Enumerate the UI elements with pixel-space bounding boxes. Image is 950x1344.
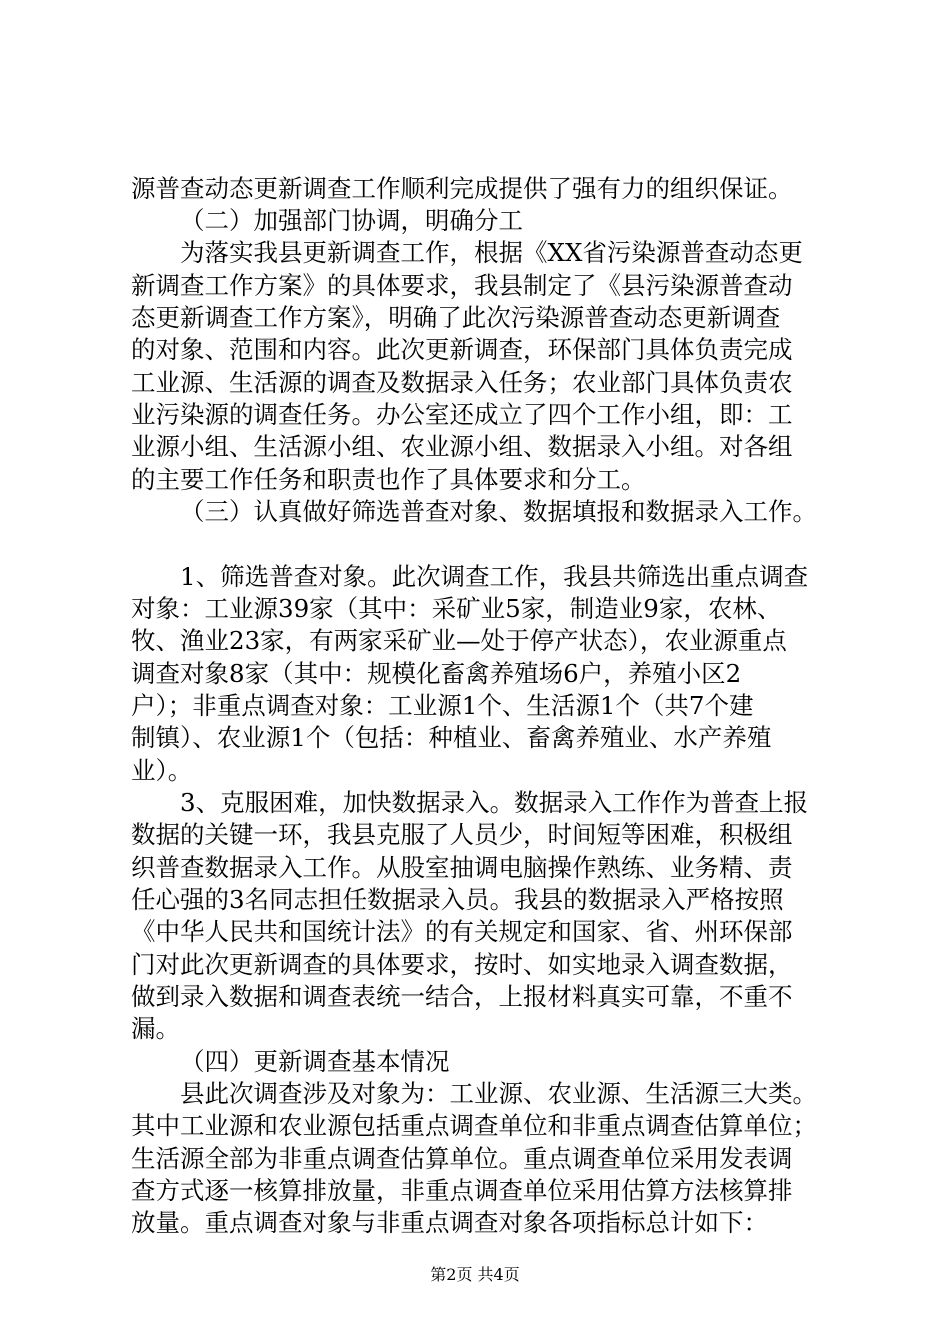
page-number: 第2页 共4页: [430, 1265, 520, 1284]
section-heading: （三）认真做好筛选普查对象、数据填报和数据录入工作。: [180, 497, 817, 526]
text-line: 门对此次更新调查的具体要求，按时、如实地录入调查数据，: [131, 950, 793, 979]
text-line: 业源小组、生活源小组、农业源小组、数据录入小组。对各组: [131, 432, 793, 461]
text-line: 县此次调查涉及对象为：工业源、农业源、生活源三大类。: [180, 1079, 817, 1108]
text-line: 户）；非重点调查对象：工业源1个、生活源1个（共7个建: [131, 691, 754, 720]
text-line: 的主要工作任务和职责也作了具体要求和分工。: [131, 465, 646, 494]
page-footer: [0, 1265, 950, 1285]
text-line: 其中工业源和农业源包括重点调查单位和非重点调查估算单位；: [131, 1111, 817, 1140]
text-line: 制镇）、农业源1个（包括：种植业、畜禽养殖业、水产养殖: [131, 723, 772, 752]
text-line: 新调查工作方案》的具体要求，我县制定了《县污染源普查动: [131, 271, 793, 300]
text-line: 为落实我县更新调查工作，根据《XX省污染源普查动态更: [180, 238, 803, 267]
text-line: 漏。: [131, 1014, 180, 1043]
section-heading: （四）更新调查基本情况: [180, 1047, 450, 1076]
text-line: 织普查数据录入工作。从股室抽调电脑操作熟练、业务精、责: [131, 853, 793, 882]
text-line: 牧、渔业23家，有两家采矿业—处于停产状态），农业源重点: [131, 626, 787, 655]
text-line: 工业源、生活源的调查及数据录入任务；农业部门具体负责农: [131, 368, 793, 397]
text-line: 业污染源的调查任务。办公室还成立了四个工作小组，即：工: [131, 400, 793, 429]
text-line: 的对象、范围和内容。此次更新调查，环保部门具体负责完成: [131, 335, 793, 364]
text-line: 数据的关键一环，我县克服了人员少，时间短等困难，积极组: [131, 820, 793, 849]
text-line: 1、筛选普查对象。此次调查工作，我县共筛选出重点调查: [180, 562, 809, 591]
text-line: 3、克服困难，加快数据录入。数据录入工作作为普查上报: [180, 788, 809, 817]
text-line: 生活源全部为非重点调查估算单位。重点调查单位采用发表调: [131, 1144, 793, 1173]
text-line: 做到录入数据和调查表统一结合，上报材料真实可靠，不重不: [131, 982, 793, 1011]
text-line: 《中华人民共和国统计法》的有关规定和国家、省、州环保部: [131, 917, 793, 946]
text-line: 态更新调查工作方案》，明确了此次污染源普查动态更新调查: [131, 303, 781, 332]
text-line: 对象：工业源39家（其中：采矿业5家，制造业9家，农林、: [131, 594, 782, 623]
text-line: 业）。: [131, 756, 193, 785]
text-line: 放量。重点调查对象与非重点调查对象各项指标总计如下：: [131, 1208, 768, 1237]
text-line: 调查对象8家（其中：规模化畜禽养殖场6户，养殖小区2: [131, 659, 742, 688]
section-heading: （二）加强部门协调，明确分工: [180, 206, 523, 235]
text-line: 源普查动态更新调查工作顺利完成提供了强有力的组织保证。: [131, 174, 793, 203]
text-line: 查方式逐一核算排放量，非重点调查单位采用估算方法核算排: [131, 1176, 793, 1205]
text-line: 任心强的3名同志担任数据录入员。我县的数据录入严格按照: [131, 885, 784, 914]
